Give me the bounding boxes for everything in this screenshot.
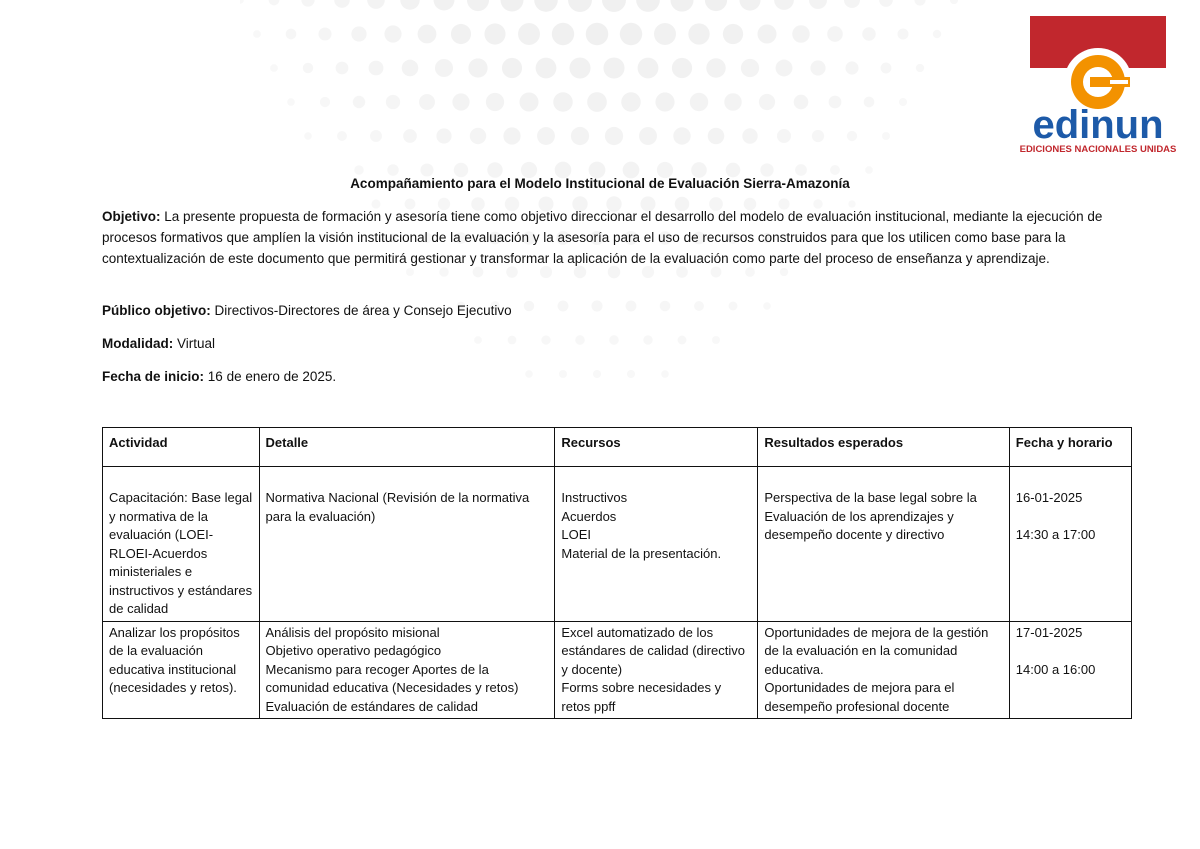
resultado-line: Perspectiva de la base legal sobre la Evaluación de los aprendizajes y desempeño docente y directivo	[764, 490, 977, 542]
start-date-label: Fecha de inicio:	[102, 369, 205, 384]
table-header-row	[103, 428, 1132, 467]
header-fecha: Fecha y horario	[1009, 428, 1131, 467]
header-actividad: Actividad	[103, 428, 260, 467]
cell-resultados	[758, 621, 1009, 719]
modality-text: Virtual	[177, 336, 216, 351]
cell-detalle	[259, 621, 555, 719]
detalle-line: Objetivo operativo pedagógico	[265, 643, 442, 658]
header-recursos: Recursos	[555, 428, 758, 467]
recurso-line: Forms sobre necesidades y retos ppff	[561, 680, 722, 714]
table-row	[103, 621, 1132, 719]
objective-paragraph	[102, 206, 1112, 269]
horario-value: 14:30 a 17:00	[1015, 527, 1096, 542]
modality-label: Modalidad:	[102, 336, 174, 351]
recurso-line: Excel automatizado de los estándares de calidad (directivo y docente)	[561, 624, 745, 677]
recurso-line: Material de la presentación.	[561, 545, 722, 561]
cell-fecha-horario	[1009, 467, 1131, 622]
cell-detalle	[259, 467, 555, 622]
horario-value: 14:00 a 16:00	[1015, 661, 1096, 677]
detalle-line: Normativa Nacional (Revisión de la normativa para la evaluación)	[265, 490, 530, 524]
cell-recursos	[555, 467, 758, 622]
fecha-value: 17-01-2025	[1015, 624, 1083, 640]
recurso-line: Instructivos	[561, 490, 628, 505]
resultado-line: Oportunidades de mejora para el desempeño profesional docente	[764, 680, 955, 714]
cell-fecha-horario	[1009, 621, 1131, 719]
table-row	[103, 467, 1132, 622]
cell-resultados	[758, 467, 1009, 622]
logo-wordmark: edinun	[1032, 103, 1164, 147]
objective-text: La presente propuesta de formación y asesoría tiene como objetivo direccionar el desarrollo del modelo de evaluación institucional, mediante la ejecución de procesos formativos que amplíen la visión institucional de la evaluación y la asesoría para el uso de recursos construidos para que los utilicen como base para la contextualización de este documento que permitirá gestionar y transformar la aplicación de la evaluación como parte del proceso de enseñanza y aprendizaje.	[102, 209, 1103, 266]
modality-paragraph	[102, 333, 1112, 354]
detalle-line: Mecanismo para recoger Aportes de la comunidad educativa (Necesidades y retos)	[265, 661, 519, 695]
activities-table	[102, 427, 1132, 719]
cell-actividad: Analizar los propósitos de la evaluación educativa institucional (necesidades y retos).	[103, 621, 260, 719]
audience-text: Directivos-Directores de área y Consejo Ejecutivo	[214, 303, 512, 318]
document-title: Acompañamiento para el Modelo Institucional de Evaluación Sierra-Amazonía	[350, 176, 850, 191]
edinun-logo	[1018, 16, 1178, 156]
header-detalle: Detalle	[259, 428, 555, 467]
header-resultados: Resultados esperados	[758, 428, 1009, 467]
cell-actividad: Capacitación: Base legal y normativa de la evaluación (LOEI-RLOEI-Acuerdos ministeriales e instructivos y estándares de calidad	[103, 467, 260, 622]
cell-recursos	[555, 621, 758, 719]
start-date-text: 16 de enero de 2025.	[207, 369, 337, 384]
recurso-line: Acuerdos	[561, 508, 617, 524]
audience-paragraph	[102, 300, 1112, 321]
resultado-line: Oportunidades de mejora de la gestión de la evaluación en la comunidad educativa.	[764, 624, 989, 677]
audience-label: Público objetivo:	[102, 303, 211, 318]
detalle-line: Evaluación de estándares de calidad	[265, 698, 478, 714]
recurso-line: LOEI	[561, 527, 592, 542]
start-date-paragraph	[102, 366, 1112, 387]
detalle-line: Análisis del propósito misional	[265, 624, 440, 640]
logo-subtitle: EDICIONES NACIONALES UNIDAS	[1019, 144, 1177, 155]
fecha-value: 16-01-2025	[1015, 490, 1083, 505]
objective-label: Objetivo:	[102, 209, 161, 224]
